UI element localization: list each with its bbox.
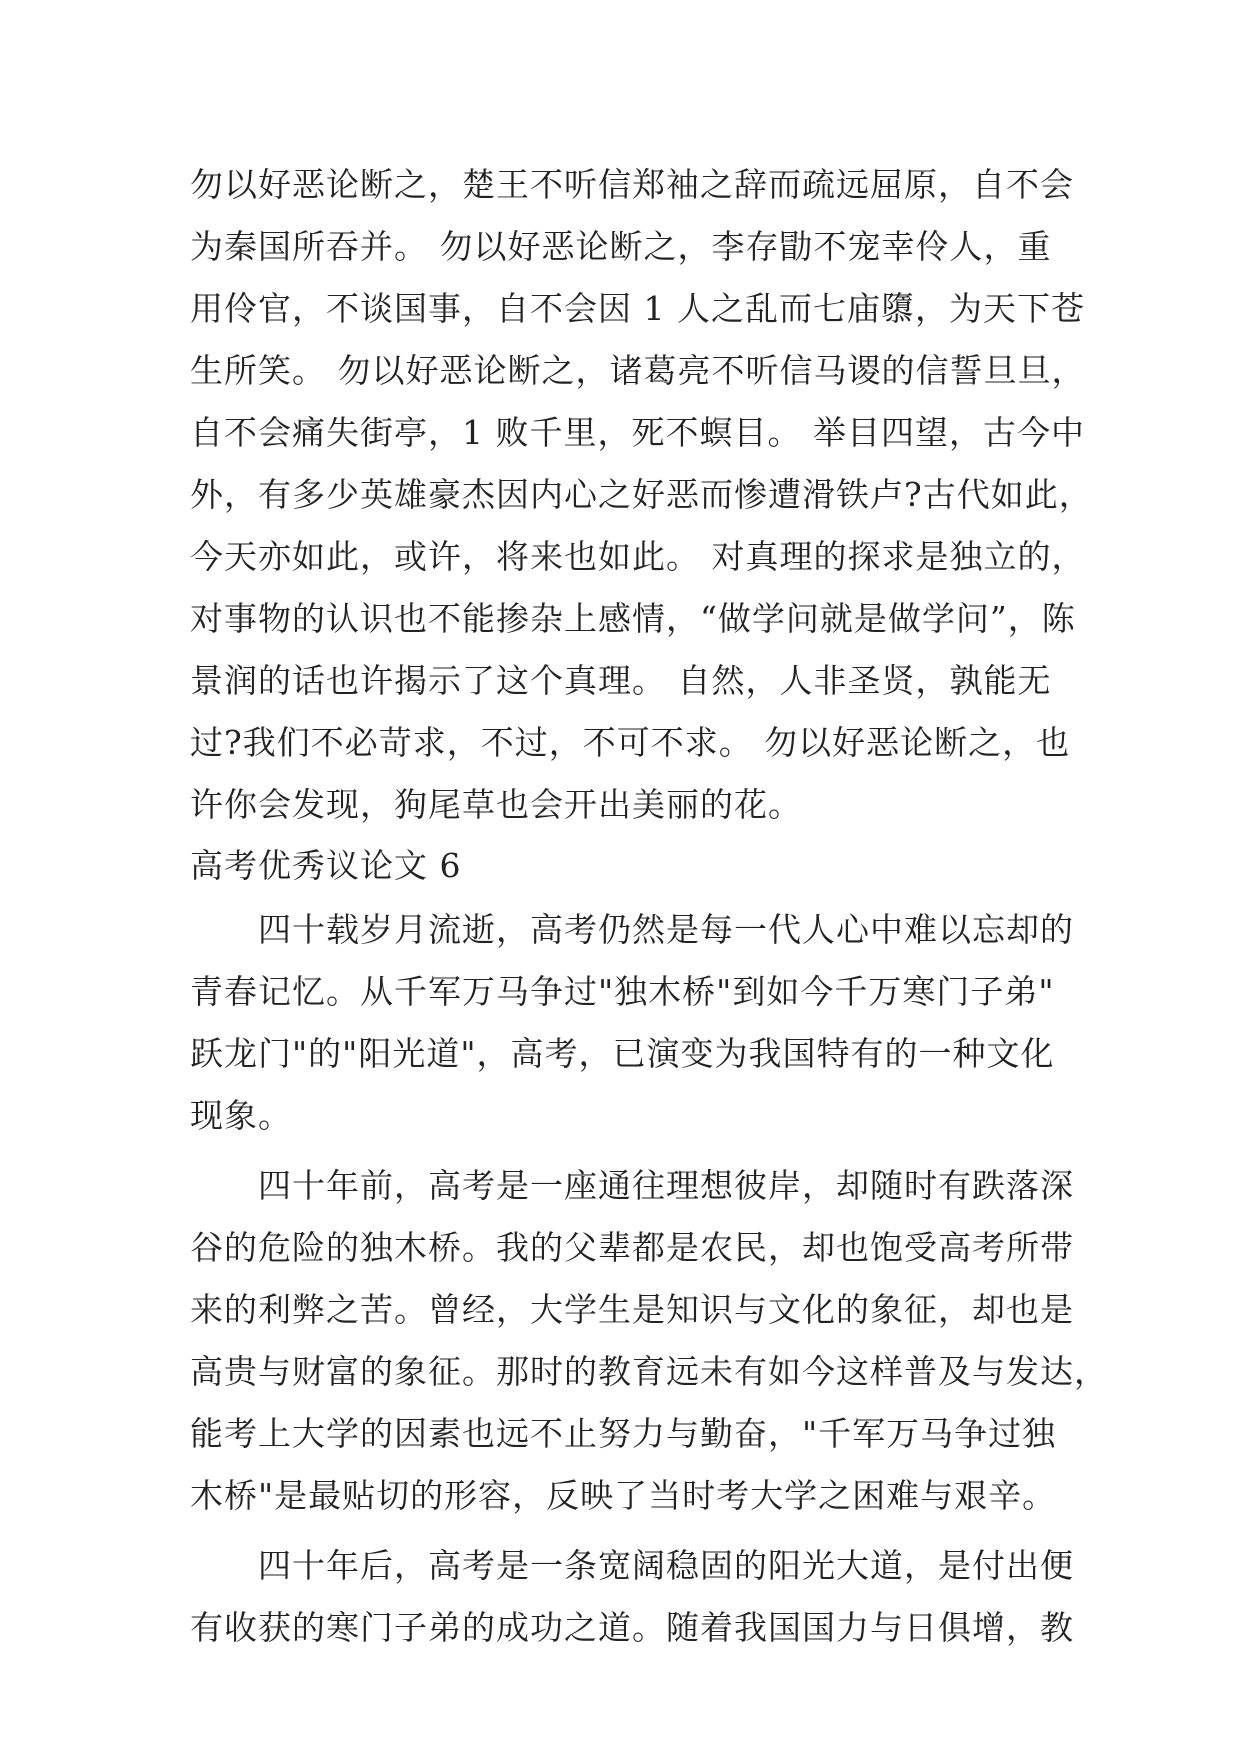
text-line: 木桥"是最贴切的形容，反映了当时考大学之困难与艰辛。 [190,1476,1057,1515]
text-line: 自不会痛失街亭，1 败千里，死不螟目。 举目四望，古今中 [190,413,1085,452]
text-line: 许你会发现，狗尾草也会开出美丽的花。 [190,785,802,824]
text-line: 生所笑。 勿以好恶论断之，诸葛亮不听信马谡的信誓旦旦， [190,351,1086,390]
text-line: 过?我们不必苛求，不过，不可不求。 勿以好恶论断之，也 [190,723,1071,762]
text-line: 勿以好恶论断之，楚王不听信郑袖之辞而疏远屈原，自不会 [190,165,1074,204]
text-line: 四十载岁月流逝，高考仍然是每一代人心中难以忘却的 [258,910,1074,949]
text-line: 跃龙门"的"阳光道"，高考，已演变为我国特有的一种文化 [190,1034,1055,1073]
text-line: 今天亦如此，或许，将来也如此。 对真理的探求是独立的， [190,537,1086,576]
section-title: 高考优秀议论文 6 [190,846,462,885]
text-line: 谷的危险的独木桥。我的父辈都是农民，却也饱受高考所带 [190,1228,1074,1267]
text-line: 有收获的寒门子弟的成功之道。随着我国国力与日俱增，教 [190,1608,1074,1647]
text-line: 高贵与财富的象征。那时的教育远未有如今这样普及与发达， [190,1352,1108,1391]
text-line: 四十年后，高考是一条宽阔稳固的阳光大道，是付出便 [258,1546,1074,1585]
text-line: 四十年前，高考是一座通往理想彼岸，却随时有跌落深 [258,1166,1074,1205]
text-line: 现象。 [190,1096,292,1135]
text-line: 青春记忆。从千军万马争过"独木桥"到如今千万寒门子弟" [190,972,1055,1011]
text-line: 景润的话也许揭示了这个真理。 自然，人非圣贤，孰能无 [190,661,1052,700]
text-line: 对事物的认识也不能掺杂上感情，“做学问就是做学问”，陈 [190,599,1076,638]
text-line: 能考上大学的因素也远不止努力与勤奋，"千军万马争过独 [190,1414,1057,1453]
text-line: 为秦国所吞并。 勿以好恶论断之，李存勖不宠幸伶人，重 [190,227,1052,266]
text-line: 用伶官，不谈国事，自不会因 1 人之乱而七庙隳，为天下苍 [190,289,1085,328]
text-line: 外，有多少英雄豪杰因内心之好恶而惨遭滑铁卢?古代如此， [190,475,1093,514]
text-line: 来的利弊之苦。曾经，大学生是知识与文化的象征，却也是 [190,1290,1074,1329]
